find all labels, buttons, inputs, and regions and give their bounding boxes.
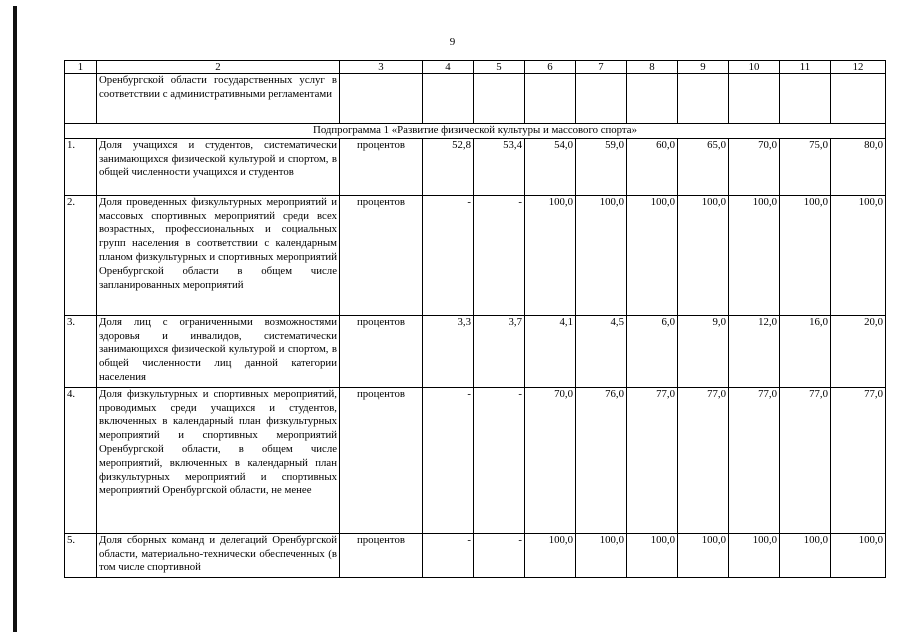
table-row xyxy=(65,315,886,387)
indicator-description: Доля проведенных физкультурных мероприятий и массовых спортивных мероприятий среди всех возрастных, профессиональных и социальных групп населения в соответствии с календарным планом физкультурных и спортивных мероприятий Оренбургской области в общем числе запланированных мероприятий xyxy=(97,195,340,315)
table-row xyxy=(65,533,886,577)
indicator-description: Доля физкультурных и спортивных мероприятий, проводимых среди учащихся и студентов, включенных в календарный план физкультурных мероприятий и спортивных мероприятий Оренбургской области, в общем числе мероприятий, включенных в календарный план физкультурных мероприятий и спортивных мероприятий Оренбургской области, не менее xyxy=(97,387,340,533)
value-cell: - xyxy=(423,387,474,533)
value-cell: 100,0 xyxy=(627,195,678,315)
indicator-description: Доля сборных команд и делегаций Оренбургской области, материально-технически обеспеченных (в том числе спортивной xyxy=(97,533,340,577)
value-cell: 100,0 xyxy=(627,533,678,577)
unit-cell: процентов xyxy=(340,533,423,577)
table-row xyxy=(65,195,886,315)
value-cell: 4,1 xyxy=(525,315,576,387)
column-header: 3 xyxy=(340,61,423,74)
table-cell xyxy=(627,74,678,124)
subprogram-title: Подпрограмма 1 «Развитие физической культуры и массового спорта» xyxy=(65,124,886,139)
row-number xyxy=(65,74,97,124)
value-cell: 3,3 xyxy=(423,315,474,387)
indicator-description: Доля лиц с ограниченными возможностями здоровья и инвалидов, систематически занимающихся физической культурой и спортом, в общей численности лиц данной категории населения xyxy=(97,315,340,387)
column-numbers-row xyxy=(65,61,886,74)
column-header: 10 xyxy=(729,61,780,74)
continuation-text: Оренбургской области государственных услуг в соответствии с административными регламентами xyxy=(97,74,340,124)
value-cell: - xyxy=(474,533,525,577)
value-cell: 60,0 xyxy=(627,138,678,195)
value-cell: 100,0 xyxy=(831,533,886,577)
value-cell: 54,0 xyxy=(525,138,576,195)
value-cell: 53,4 xyxy=(474,138,525,195)
value-cell: - xyxy=(423,195,474,315)
value-cell: 76,0 xyxy=(576,387,627,533)
value-cell: 77,0 xyxy=(780,387,831,533)
value-cell: 100,0 xyxy=(678,533,729,577)
value-cell: 77,0 xyxy=(678,387,729,533)
value-cell: 77,0 xyxy=(831,387,886,533)
column-header: 2 xyxy=(97,61,340,74)
value-cell: - xyxy=(474,195,525,315)
table-cell xyxy=(576,74,627,124)
row-number: 5. xyxy=(65,533,97,577)
unit-cell: процентов xyxy=(340,195,423,315)
indicator-description: Доля учащихся и студентов, систематически занимающихся физической культурой и спортом, в общей численности учащихся и студентов xyxy=(97,138,340,195)
row-number: 4. xyxy=(65,387,97,533)
table-cell xyxy=(831,74,886,124)
value-cell: 100,0 xyxy=(525,533,576,577)
value-cell: 100,0 xyxy=(576,195,627,315)
value-cell: 70,0 xyxy=(525,387,576,533)
unit-cell: процентов xyxy=(340,138,423,195)
value-cell: 100,0 xyxy=(576,533,627,577)
subprogram-row xyxy=(65,124,886,139)
page-number: 9 xyxy=(449,36,456,48)
value-cell: 16,0 xyxy=(780,315,831,387)
value-cell: 77,0 xyxy=(627,387,678,533)
value-cell: 3,7 xyxy=(474,315,525,387)
column-header: 12 xyxy=(831,61,886,74)
table-cell xyxy=(423,74,474,124)
row-number: 3. xyxy=(65,315,97,387)
continuation-row xyxy=(65,74,886,124)
value-cell: 9,0 xyxy=(678,315,729,387)
value-cell: 100,0 xyxy=(729,533,780,577)
column-header: 4 xyxy=(423,61,474,74)
table-cell xyxy=(729,74,780,124)
column-header: 1 xyxy=(65,61,97,74)
value-cell: 4,5 xyxy=(576,315,627,387)
table-cell xyxy=(474,74,525,124)
binding-edge xyxy=(13,6,17,632)
indicators-table xyxy=(64,60,886,578)
value-cell: 100,0 xyxy=(729,195,780,315)
column-header: 7 xyxy=(576,61,627,74)
column-header: 5 xyxy=(474,61,525,74)
unit-cell: процентов xyxy=(340,387,423,533)
value-cell: 100,0 xyxy=(525,195,576,315)
column-header: 8 xyxy=(627,61,678,74)
value-cell: 100,0 xyxy=(780,533,831,577)
column-header: 6 xyxy=(525,61,576,74)
value-cell: 100,0 xyxy=(780,195,831,315)
table-row xyxy=(65,138,886,195)
value-cell: 12,0 xyxy=(729,315,780,387)
table-row xyxy=(65,387,886,533)
table-cell xyxy=(780,74,831,124)
value-cell: 59,0 xyxy=(576,138,627,195)
value-cell: 77,0 xyxy=(729,387,780,533)
value-cell: 20,0 xyxy=(831,315,886,387)
table-cell xyxy=(340,74,423,124)
value-cell: 100,0 xyxy=(831,195,886,315)
table-cell xyxy=(678,74,729,124)
column-header: 9 xyxy=(678,61,729,74)
row-number: 2. xyxy=(65,195,97,315)
unit-cell: процентов xyxy=(340,315,423,387)
table-cell xyxy=(525,74,576,124)
value-cell: - xyxy=(474,387,525,533)
column-header: 11 xyxy=(780,61,831,74)
value-cell: 70,0 xyxy=(729,138,780,195)
value-cell: - xyxy=(423,533,474,577)
value-cell: 65,0 xyxy=(678,138,729,195)
row-number: 1. xyxy=(65,138,97,195)
value-cell: 75,0 xyxy=(780,138,831,195)
value-cell: 80,0 xyxy=(831,138,886,195)
value-cell: 52,8 xyxy=(423,138,474,195)
value-cell: 100,0 xyxy=(678,195,729,315)
value-cell: 6,0 xyxy=(627,315,678,387)
